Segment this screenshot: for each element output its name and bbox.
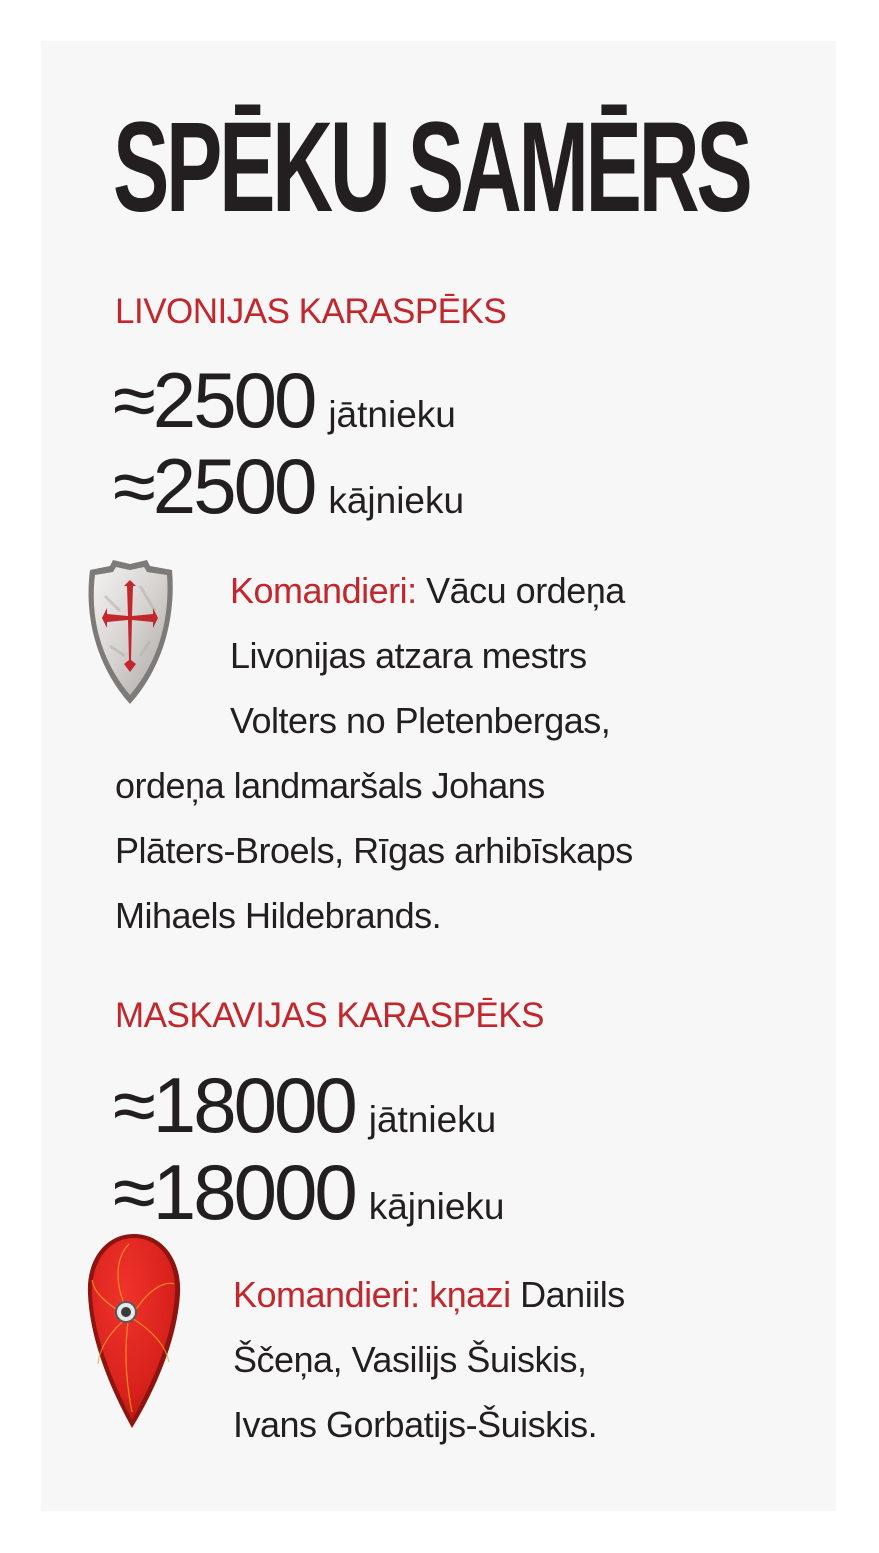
page-title: SPĒKU SAMĒRS — [113, 96, 750, 239]
muscovy-commanders-line-3: Ivans Gorbatijs-Šuiskis. — [233, 1404, 598, 1445]
livonia-heading: LIVONIJAS KARASPĒKS — [115, 292, 507, 331]
muscovy-heading: MASKAVIJAS KARASPĒKS — [115, 996, 544, 1035]
muscovy-commanders-line-2: Ščeņa, Vasilijs Šuiskis, — [233, 1339, 587, 1380]
livonia-commanders-line-3: Volters no Pletenbergas, — [230, 700, 611, 741]
livonia-commanders-line-1 — [230, 558, 625, 623]
muscovy-commanders-text-1: Daniils — [520, 1274, 625, 1315]
muscovy-commanders-line-1 — [233, 1262, 625, 1327]
muscovy-commanders-label: Komandieri: kņazi — [233, 1274, 511, 1315]
livonia-commanders-label: Komandieri: — [230, 570, 417, 611]
muscovy-infantry-stat — [113, 1147, 504, 1237]
red-kite-shield-icon — [84, 1232, 184, 1430]
silver-shield-red-cross-icon — [80, 556, 180, 708]
muscovy-infantry-unit: kājnieku — [368, 1186, 505, 1227]
livonia-commanders-line-5: Plāters-Broels, Rīgas arhibīskaps — [115, 830, 633, 871]
livonia-cavalry-number: ≈2500 — [113, 356, 315, 444]
muscovy-cavalry-number: ≈18000 — [113, 1061, 355, 1149]
livonia-commanders-text-1: Vācu ordeņa — [426, 570, 625, 611]
livonia-commanders-line-2: Livonijas atzara mestrs — [230, 635, 587, 676]
livonia-cavalry-unit: jātnieku — [328, 394, 456, 435]
muscovy-cavalry-unit: jātnieku — [368, 1099, 497, 1140]
muscovy-infantry-number: ≈18000 — [113, 1148, 355, 1236]
livonia-cavalry-stat — [113, 355, 456, 445]
livonia-commanders-line-4: ordeņa landmaršals Johans — [115, 765, 545, 806]
livonia-infantry-stat — [113, 441, 464, 531]
livonia-commanders-line-6: Mihaels Hildebrands. — [115, 895, 442, 936]
livonia-infantry-unit: kājnieku — [328, 480, 465, 521]
livonia-infantry-number: ≈2500 — [113, 442, 315, 530]
muscovy-cavalry-stat — [113, 1060, 496, 1150]
